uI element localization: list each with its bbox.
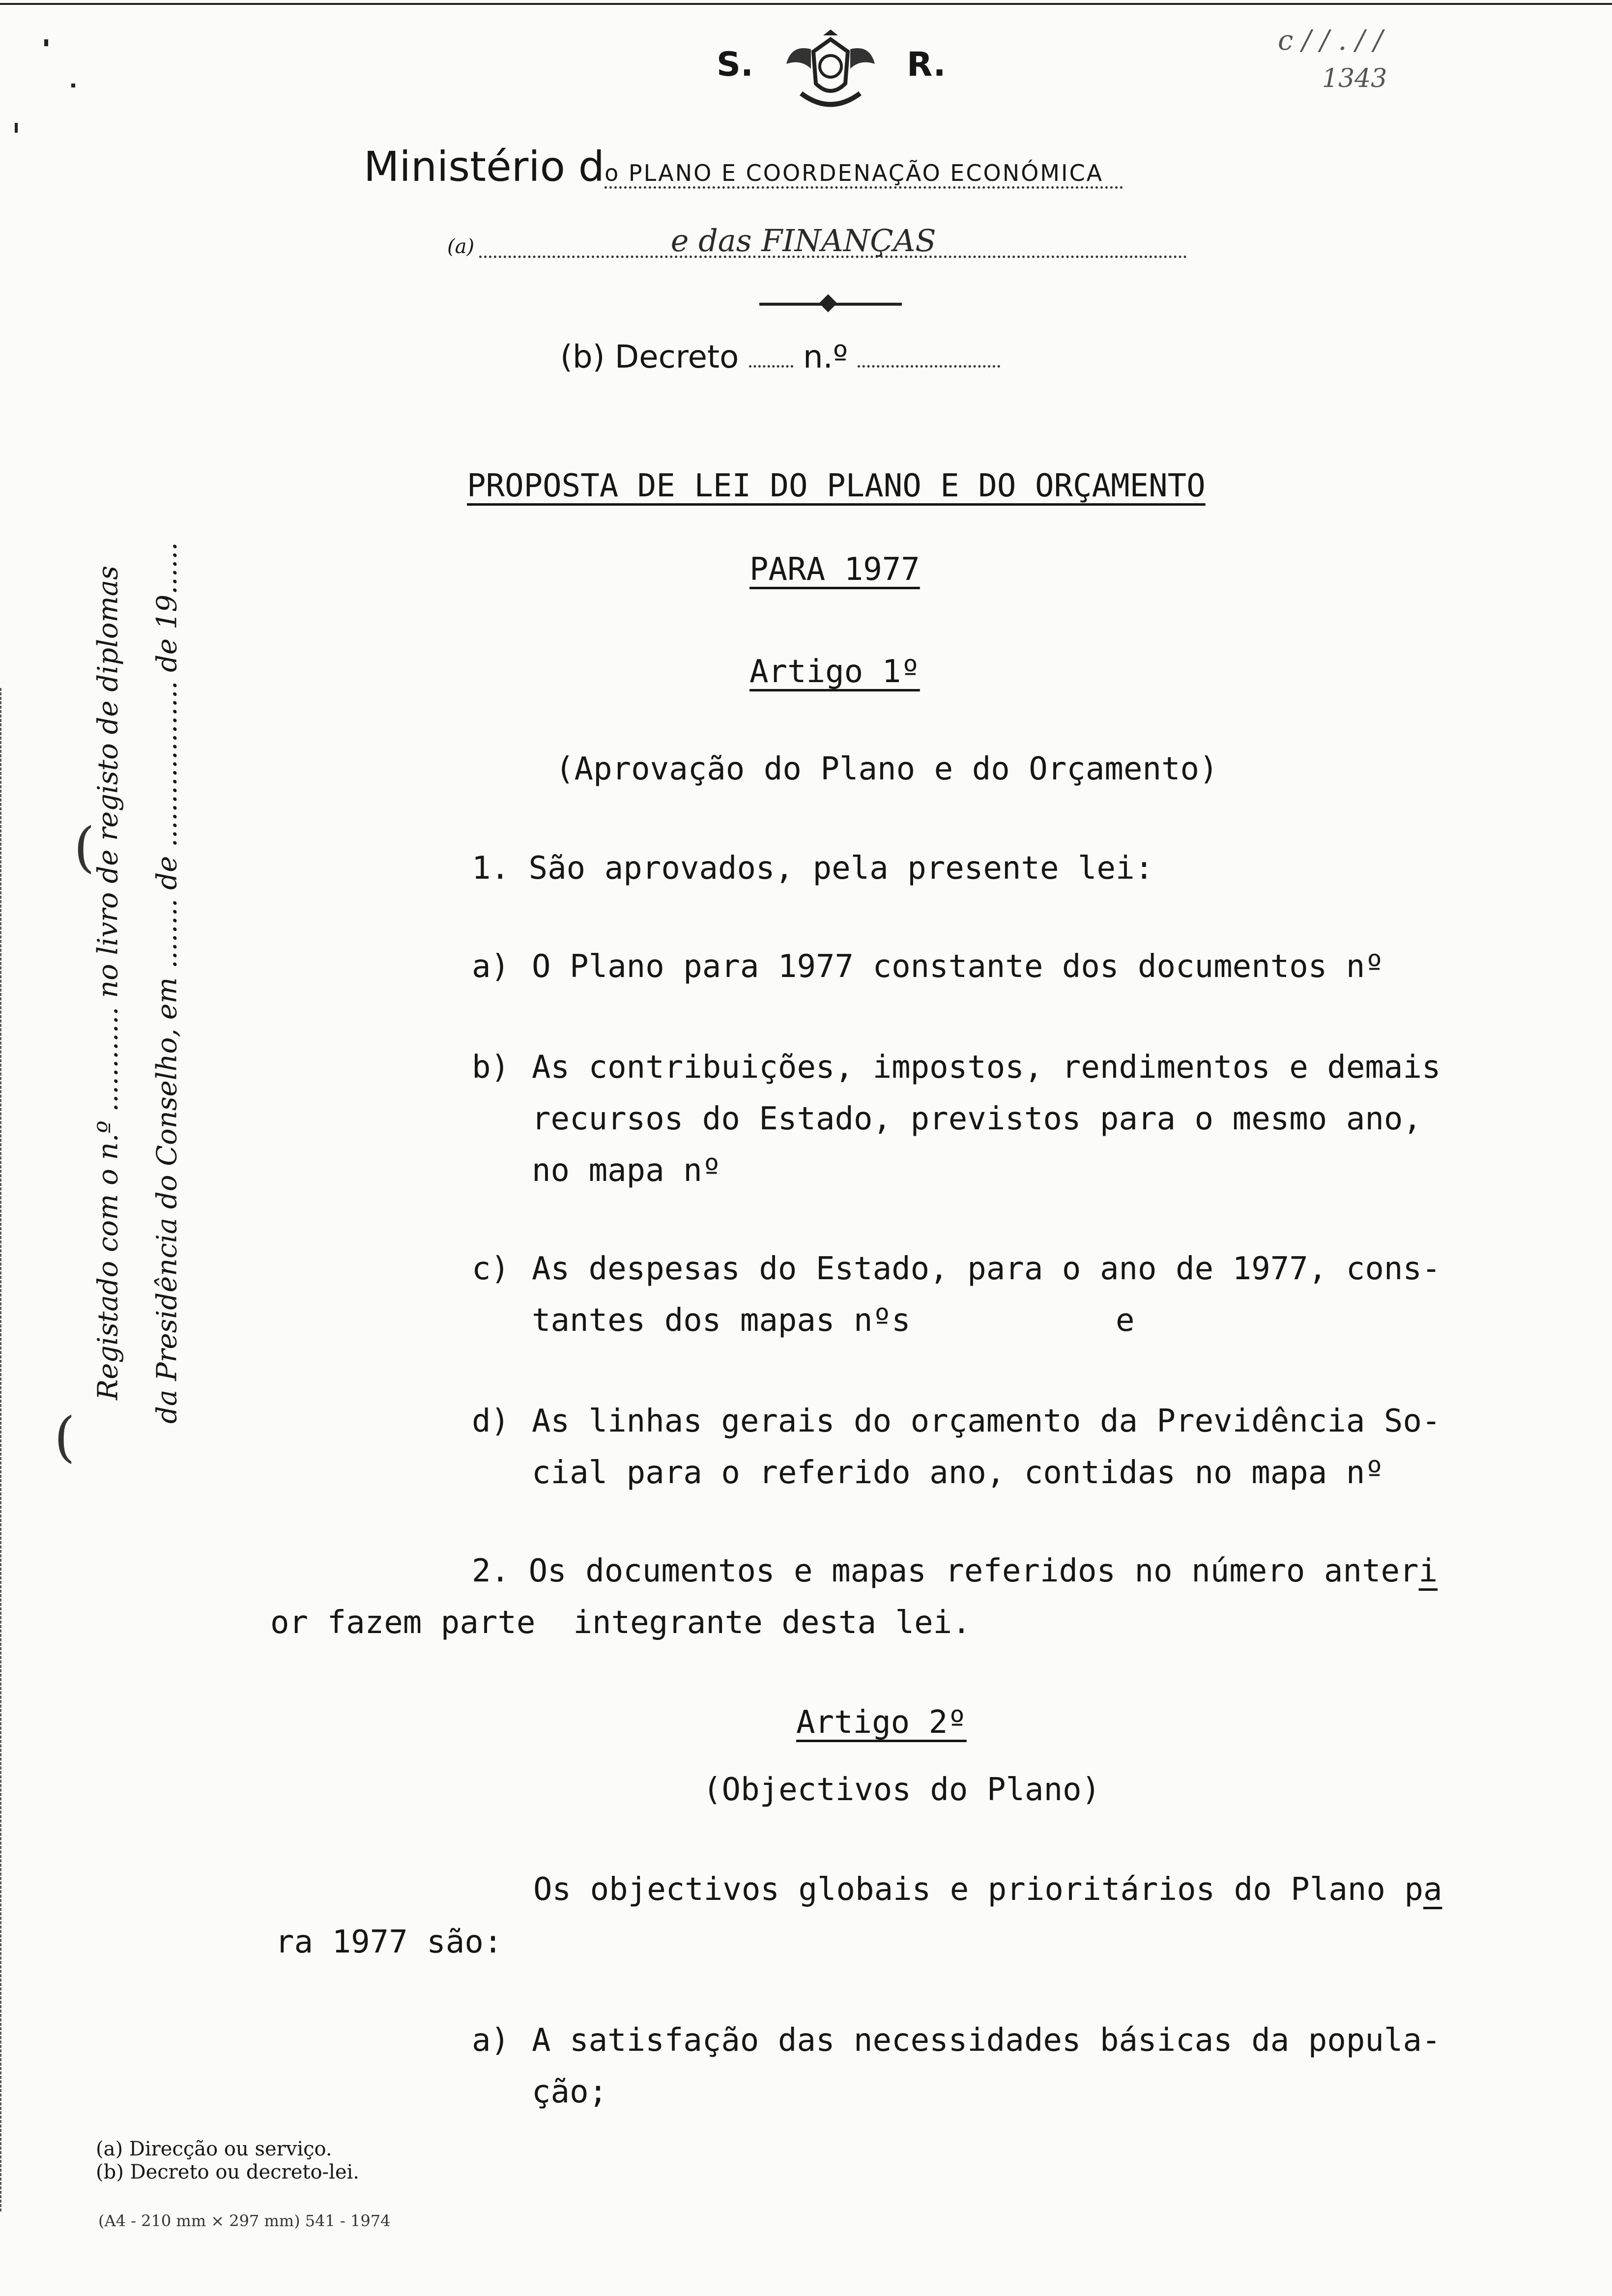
ministerio-label: Ministério d — [364, 143, 605, 191]
article-2-paragraph-line-1 — [533, 1871, 1442, 1908]
ministerio-line — [364, 143, 1123, 191]
article-1-heading: Artigo 1º — [749, 654, 920, 690]
item-b-label: b) — [472, 1049, 510, 1086]
item-a-text: O Plano para 1977 constante dos documentos nº — [532, 948, 1384, 985]
article-1-paragraph-2-line-1 — [472, 1553, 1438, 1589]
binding-marks — [0, 688, 13, 2211]
document-title: PROPOSTA DE LEI DO PLANO E DO ORÇAMENTO — [467, 468, 1206, 504]
decreto-number-field — [858, 345, 1000, 368]
paper-format-note: (A4 - 210 mm × 297 mm) 541 - 1974 — [98, 2211, 391, 2230]
footnote-b: (b) Decreto ou decreto-lei. — [96, 2161, 360, 2183]
item-b-line-1: As contribuições, impostos, rendimentos e demais — [532, 1049, 1441, 1086]
article-2-paragraph-line-2: ra 1977 são: — [275, 1924, 503, 1960]
registration-line-2: da Presidência do Conselho, em ........ de ................... de 19...... — [151, 542, 183, 1424]
speck — [15, 123, 18, 133]
article-1-paragraph-2-line-2: or fazem parte integrante desta lei. — [270, 1605, 971, 1641]
line-a-field — [479, 223, 1187, 258]
decreto-type-field — [749, 345, 793, 368]
line-a — [447, 223, 1187, 258]
footnote-a: (a) Direcção ou serviço. — [96, 2138, 332, 2160]
paragraph-2-text: 2. Os documentos e mapas referidos no número anter — [472, 1553, 1419, 1589]
article-2-item-a-line-2: ção; — [532, 2074, 608, 2110]
registration-line-1: Registado com o n.º ............ no livro de registo de diplomas — [92, 566, 124, 1400]
ornament-diamond — [819, 294, 837, 313]
item-b-line-2: recursos do Estado, previstos para o mesmo ano, — [532, 1101, 1422, 1137]
line-a-handwritten: e das FINANÇAS — [670, 223, 936, 258]
coat-of-arms-emblem — [781, 29, 880, 118]
decreto-number-label: n.º — [803, 339, 848, 375]
bracket-mark-2: ( — [74, 816, 95, 879]
document-title-year: PARA 1977 — [749, 551, 920, 588]
article-2-paragraph-text: Os objectivos globais e prioritários do Plano p — [533, 1871, 1423, 1908]
article-2-subtitle: (Objectivos do Plano) — [703, 1772, 1101, 1808]
article-2-underlined-letter: a — [1423, 1871, 1442, 1908]
bracket-mark: ( — [54, 1406, 75, 1468]
article-1-paragraph-1: 1. São aprovados, pela presente lei: — [472, 850, 1154, 887]
item-d-label: d) — [472, 1403, 510, 1439]
speck — [44, 39, 48, 46]
header-r: R. — [907, 45, 946, 84]
item-c-line-1: As despesas do Estado, para o ano de 1977, cons- — [532, 1251, 1441, 1287]
item-d-line-1: As linhas gerais do orçamento da Previdência So- — [532, 1403, 1441, 1439]
corner-note: c / / . / / — [1278, 25, 1383, 57]
item-c-line-2-e: e — [1116, 1302, 1135, 1339]
article-2-item-a-label: a) — [472, 2022, 510, 2059]
item-d-line-2: cial para o referido ano, contidas no mapa nº — [532, 1455, 1384, 1491]
item-c-line-2: tantes dos mapas nºs — [532, 1302, 911, 1339]
decreto-label: (b) Decreto — [560, 339, 739, 375]
item-b-line-3: no mapa nº — [532, 1152, 721, 1189]
item-a-label: a) — [472, 948, 510, 985]
article-2-item-a-line-1: A satisfação das necessidades básicas da popula- — [532, 2022, 1441, 2059]
corner-note-number: 1343 — [1322, 64, 1387, 93]
article-1-subtitle: (Aprovação do Plano e do Orçamento) — [555, 751, 1218, 787]
article-2-heading: Artigo 2º — [796, 1704, 967, 1741]
paragraph-2-underlined-letter: i — [1418, 1553, 1438, 1589]
top-rule — [0, 3, 1612, 5]
decreto-line — [560, 339, 1000, 375]
speck — [71, 84, 75, 87]
item-c-label: c) — [472, 1251, 510, 1287]
header-s: S. — [717, 45, 753, 84]
line-a-marker: (a) — [447, 235, 475, 258]
ministerio-name: o PLANO E COORDENAÇÃO ECONÓMICA — [604, 160, 1123, 189]
